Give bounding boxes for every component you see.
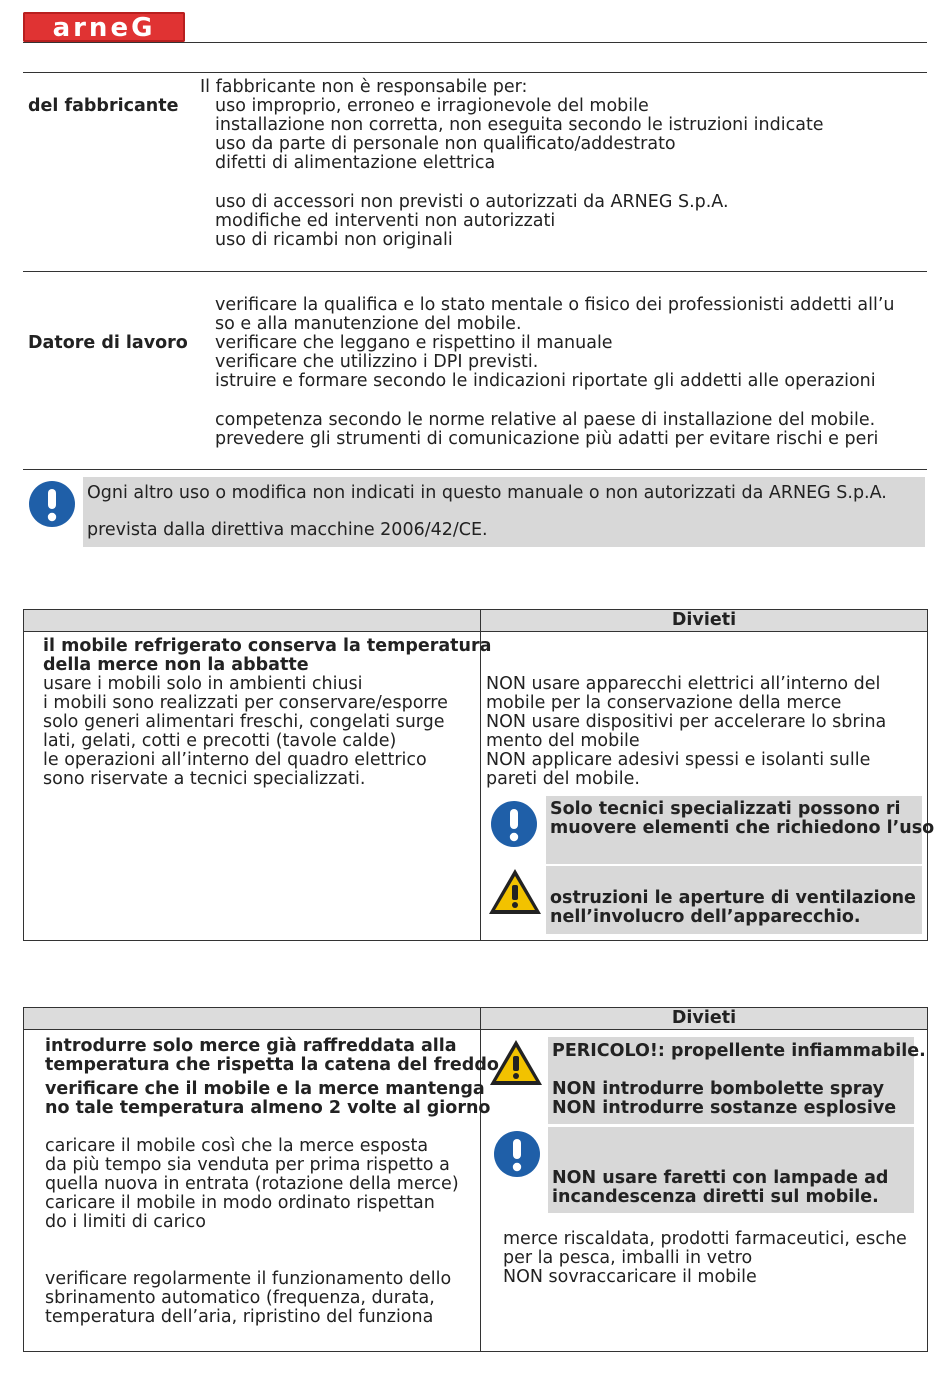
table-2-right-text: merce riscaldata, prodotti farmaceutici, esche per la pesca, imballi in vetro NON sovraccaricare il mobile <box>503 1229 907 1287</box>
logo-text: arneG <box>52 13 156 42</box>
employer-label: Datore di lavoro <box>28 333 188 353</box>
logo-mark <box>23 12 185 42</box>
divider <box>23 469 927 470</box>
table-1-header-divieti: Divieti <box>481 610 927 631</box>
table-1-note-2: ostruzioni le aperture di ventilazione nell’involucro dell’apparecchio. <box>550 888 916 927</box>
table-2-left-text-2: verificare regolarmente il funzionamento dello sbrinamento automatico (frequenza, durata, temperatura dell’aria, ripristino del funziona <box>45 1269 452 1327</box>
table-2-header-divieti: Divieti <box>481 1008 927 1029</box>
note-line-1: Ogni altro uso o modifica non indicati in questo manuale o non autorizzati da ARNEG S.p.A. <box>87 483 887 503</box>
table-2-note-1-lines: NON introdurre bombolette spray NON introdurre sostanze esplosive <box>552 1079 897 1118</box>
manufacturer-list-b: uso di accessori non previsti o autorizzati da ARNEG S.p.A. modifiche ed interventi non autorizzati uso di ricambi non originali <box>215 192 729 250</box>
table-2-header-rule <box>23 1029 928 1030</box>
table-2-left-text-1: caricare il mobile così che la merce esposta da più tempo sia venduta per prima rispetto a quella nuova in entrata (rotazione della merce) caricare il mobile in modo ordinato rispettan do i limiti di carico <box>45 1136 459 1232</box>
exclamation-icon <box>28 480 76 528</box>
employer-list-a: verificare la qualifica e lo stato mentale o fisico dei professionisti addetti all’u so e alla manutenzione del mobile. verificare che leggano e rispettino il manuale verificare che utilizzino i DPI previsti. istruire e formare secondo le indicazioni riportate gli addetti alle operazioni <box>215 295 895 391</box>
table-1-note-1: Solo tecnici specializzati possono ri muovere elementi che richiedono l’uso <box>550 799 935 838</box>
warning-triangle-icon <box>488 1038 544 1088</box>
divider <box>23 271 927 272</box>
exclamation-icon <box>493 1130 541 1178</box>
table-1-left-text: usare i mobili solo in ambienti chiusi i mobili sono realizzati per conservare/esporre solo generi alimentari freschi, congelati surge lati, gelati, cotti e precotti (tavole calde) le operazioni all’interno del quadro elettrico sono riservate a tecnici specializzati. <box>43 674 448 789</box>
table-1-header-rule <box>23 631 928 632</box>
warning-triangle-icon <box>487 867 543 917</box>
table-1-right-text: NON usare apparecchi elettrici all’interno del mobile per la conservazione della merce NON usare dispositivi per accelerare lo sbrina mento del mobile NON applicare adesivi spessi e isolanti sulle pareti del mobile. <box>486 674 887 789</box>
table-1-header-left <box>24 610 480 631</box>
header-rule <box>23 42 927 43</box>
table-2-left-bold-2: verificare che il mobile e la merce mantenga no tale temperatura almeno 2 volte al giorno <box>45 1079 491 1118</box>
manufacturer-intro: Il fabbricante non è responsabile per: <box>200 77 528 97</box>
manufacturer-list-a: uso improprio, erroneo e irragionevole del mobile installazione non corretta, non eseguita secondo le istruzioni indicate uso da parte di personale non qualificato/addestrato difetti di alimentazione elettrica <box>215 96 824 173</box>
employer-list-b: competenza secondo le norme relative al paese di installazione del mobile. prevedere gli strumenti di comunicazione più adatti per evitare rischi e peri <box>215 410 879 449</box>
arneg-logo <box>23 12 185 42</box>
table-2-note-1-title: PERICOLO!: propellente infiammabile. <box>552 1041 926 1061</box>
table-2-note-2-lines: NON usare faretti con lampade ad incandescenza diretti sul mobile. <box>552 1168 889 1207</box>
table-2-header-left <box>24 1008 480 1029</box>
exclamation-icon <box>490 800 538 848</box>
table-2-left-bold-1: introdurre solo merce già raffreddata alla temperatura che rispetta la catena del freddo <box>45 1036 499 1075</box>
manufacturer-label: del fabbricante <box>28 96 179 116</box>
note-line-2: prevista dalla direttiva macchine 2006/42/CE. <box>87 520 488 540</box>
divider <box>23 72 927 73</box>
table-1-left-bold: il mobile refrigerato conserva la temperatura della merce non la abbatte <box>43 636 492 675</box>
